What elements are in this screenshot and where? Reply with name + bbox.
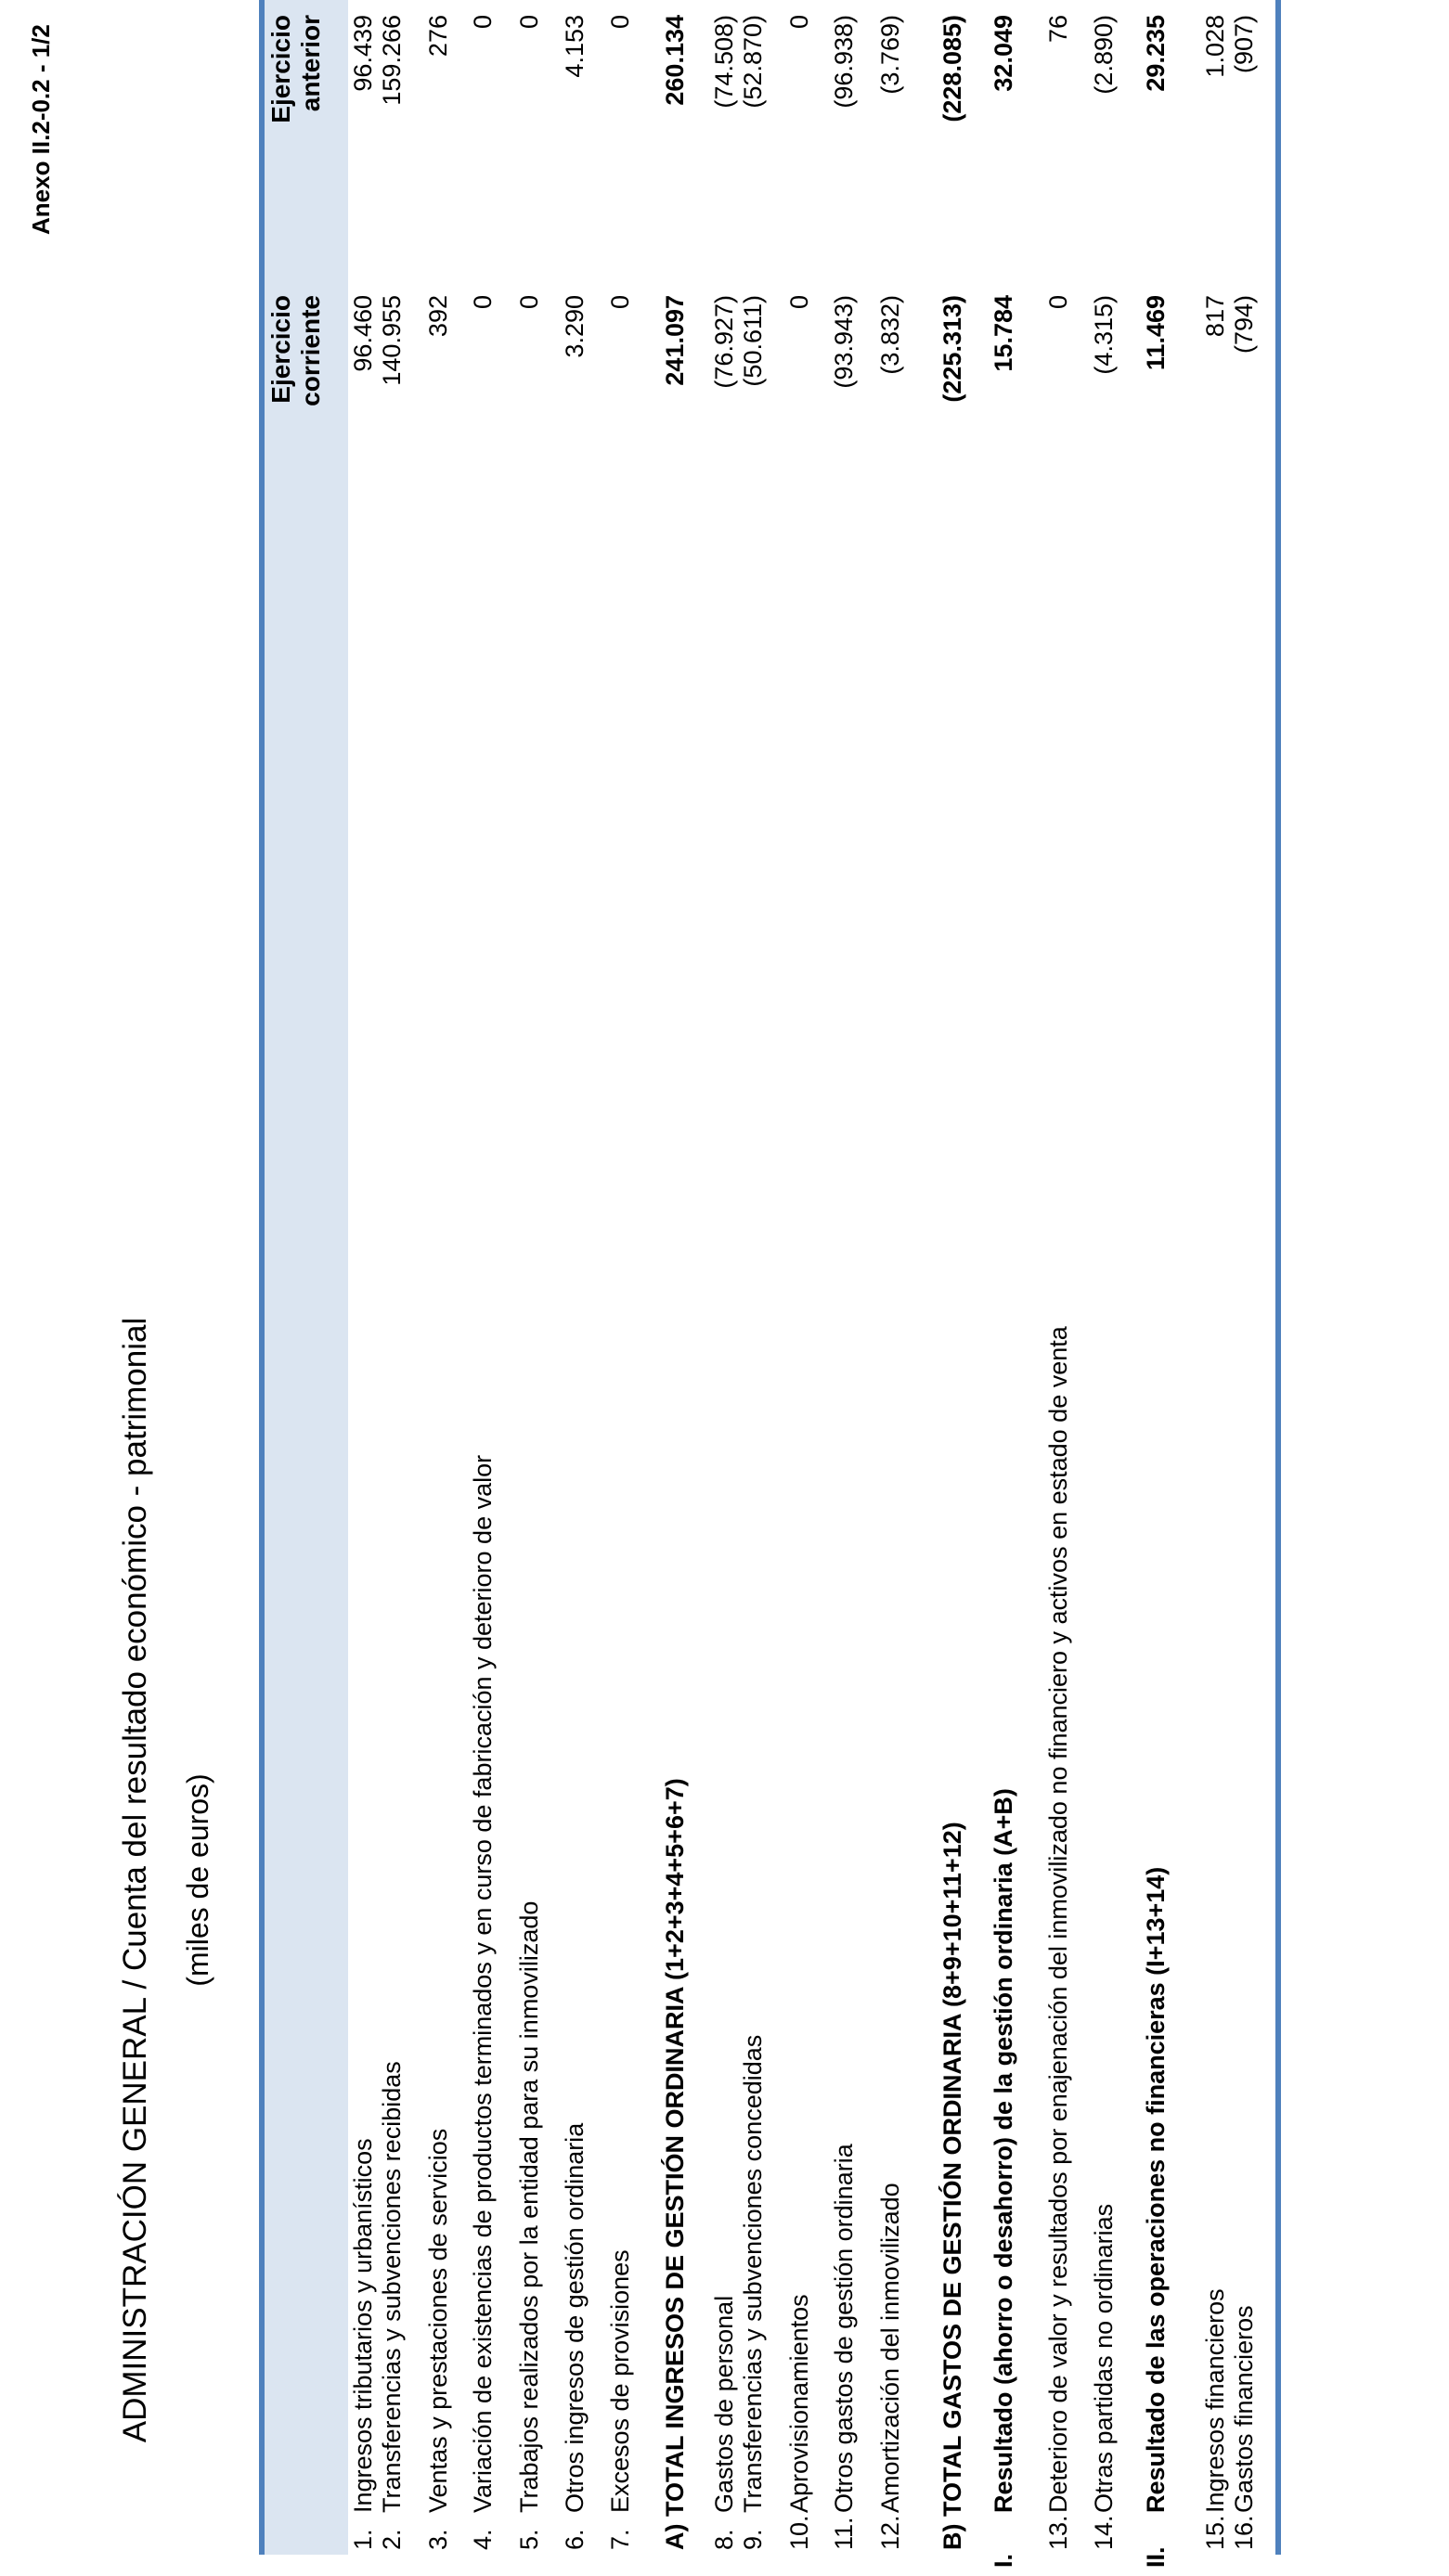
row-number: 1. [349, 2529, 377, 2550]
row-label: Variación de existencias de productos terminados y en curso de fabricación y deterioro de valor [469, 1454, 497, 2513]
row-number: 8. [710, 2529, 738, 2550]
value-previous: 76 [1044, 15, 1072, 44]
result-number: II. [1142, 2546, 1170, 2568]
row-number: 13. [1044, 2515, 1072, 2550]
row-label: Otros ingresos de gestión ordinaria [561, 2122, 589, 2513]
subtotal-label: A) TOTAL INGRESOS DE GESTIÓN ORDINARIA (1+2+3+4+5+6+7) [661, 1778, 689, 2550]
row-number: 4. [469, 2529, 497, 2550]
annex-label: Anexo II.2-0.2 - 1/2 [27, 24, 55, 235]
result-previous: 32.049 [990, 15, 1017, 92]
row-number: 6. [561, 2529, 589, 2550]
row-label: Deterioro de valor y resultados por enajenación del inmovilizado no financiero y activos en estado de venta [1044, 1326, 1072, 2513]
table-bottom-rule [1275, 0, 1281, 2555]
value-previous: 0 [515, 15, 543, 30]
value-previous: (96.938) [830, 15, 858, 109]
value-previous: (907) [1230, 15, 1258, 74]
value-current: 0 [469, 295, 497, 310]
value-current: (93.943) [830, 295, 858, 389]
row-number: 2. [378, 2529, 406, 2550]
row-number: 3. [424, 2529, 452, 2550]
column-header-current-text: Ejercicio corriente [266, 295, 325, 406]
value-previous: 0 [785, 15, 813, 30]
result-previous: 29.235 [1142, 15, 1170, 92]
value-current: 0 [1044, 295, 1072, 310]
value-previous: 96.439 [349, 15, 377, 92]
value-previous: (3.769) [876, 15, 904, 95]
value-current: 140.955 [378, 295, 406, 386]
value-previous: (2.890) [1090, 15, 1118, 95]
value-current: (3.832) [876, 295, 904, 375]
row-number: 12. [876, 2515, 904, 2550]
value-current: 0 [515, 295, 543, 310]
value-current: 96.460 [349, 295, 377, 372]
value-previous: 0 [606, 15, 634, 30]
row-number: 15. [1201, 2515, 1229, 2550]
row-label: Aprovisionamientos [785, 2294, 813, 2513]
column-header-previous [266, 15, 326, 154]
result-label: Resultado de las operaciones no financieras (I+13+14) [1142, 1866, 1170, 2513]
value-previous: 0 [469, 15, 497, 30]
row-label: Transferencias y subvenciones recibidas [378, 2061, 406, 2513]
header-band [265, 339, 348, 2555]
row-label: Ingresos tributarios y urbanísticos [349, 2138, 377, 2513]
value-current: (50.611) [739, 295, 767, 387]
row-number: 7. [606, 2529, 634, 2550]
value-current: (794) [1230, 295, 1258, 354]
result-label: Resultado (ahorro o desahorro) de la gestión ordinaria (A+B) [990, 1788, 1017, 2513]
value-previous: 4.153 [561, 15, 589, 78]
row-label: Otras partidas no ordinarias [1090, 2203, 1118, 2513]
subtotal-previous: 260.134 [661, 15, 689, 106]
value-current: (76.927) [710, 295, 738, 389]
row-label: Ingresos financieros [1201, 2288, 1229, 2513]
row-label: Gastos financieros [1230, 2305, 1258, 2513]
value-previous: 1.028 [1201, 15, 1229, 78]
column-header-previous-text: Ejercicio anterior [266, 15, 325, 123]
subtotal-previous: (228.085) [938, 15, 966, 122]
value-previous: 276 [424, 15, 452, 58]
value-current: 817 [1201, 295, 1229, 338]
row-number: 16. [1230, 2515, 1258, 2550]
row-label: Ventas y prestaciones de servicios [424, 2128, 452, 2513]
row-label: Trabajos realizados por la entidad para su inmovilizado [515, 1900, 543, 2513]
row-label: Transferencias y subvenciones concedidas [739, 2034, 767, 2513]
subtotal-current: 241.097 [661, 295, 689, 386]
value-current: 3.290 [561, 295, 589, 358]
value-previous: (74.508) [710, 15, 738, 109]
result-number: I. [990, 2553, 1017, 2568]
row-label: Amortización del inmovilizado [876, 2183, 904, 2513]
value-previous: 159.266 [378, 15, 406, 106]
row-number: 5. [515, 2529, 543, 2550]
row-label: Excesos de provisiones [606, 2249, 634, 2513]
row-number: 11. [830, 2517, 858, 2550]
value-current: 0 [785, 295, 813, 310]
page-title: ADMINISTRACIÓN GENERAL / Cuenta del resultado económico - patrimonial [117, 1317, 153, 2443]
page-subtitle: (miles de euros) [181, 1773, 214, 1987]
row-label: Otros gastos de gestión ordinaria [830, 2144, 858, 2513]
subtotal-current: (225.313) [938, 295, 966, 403]
row-number: 10. [785, 2515, 813, 2550]
row-number: 14. [1090, 2515, 1118, 2550]
result-current: 15.784 [990, 295, 1017, 372]
column-header-current [266, 295, 326, 434]
value-current: 0 [606, 295, 634, 310]
row-number: 9. [739, 2529, 767, 2550]
value-current: (4.315) [1090, 295, 1118, 375]
row-label: Gastos de personal [710, 2295, 738, 2513]
result-current: 11.469 [1142, 295, 1170, 371]
value-previous: (52.870) [739, 15, 767, 109]
value-current: 392 [424, 295, 452, 338]
subtotal-label: B) TOTAL GASTOS DE GESTIÓN ORDINARIA (8+9+10+11+12) [938, 1822, 966, 2550]
